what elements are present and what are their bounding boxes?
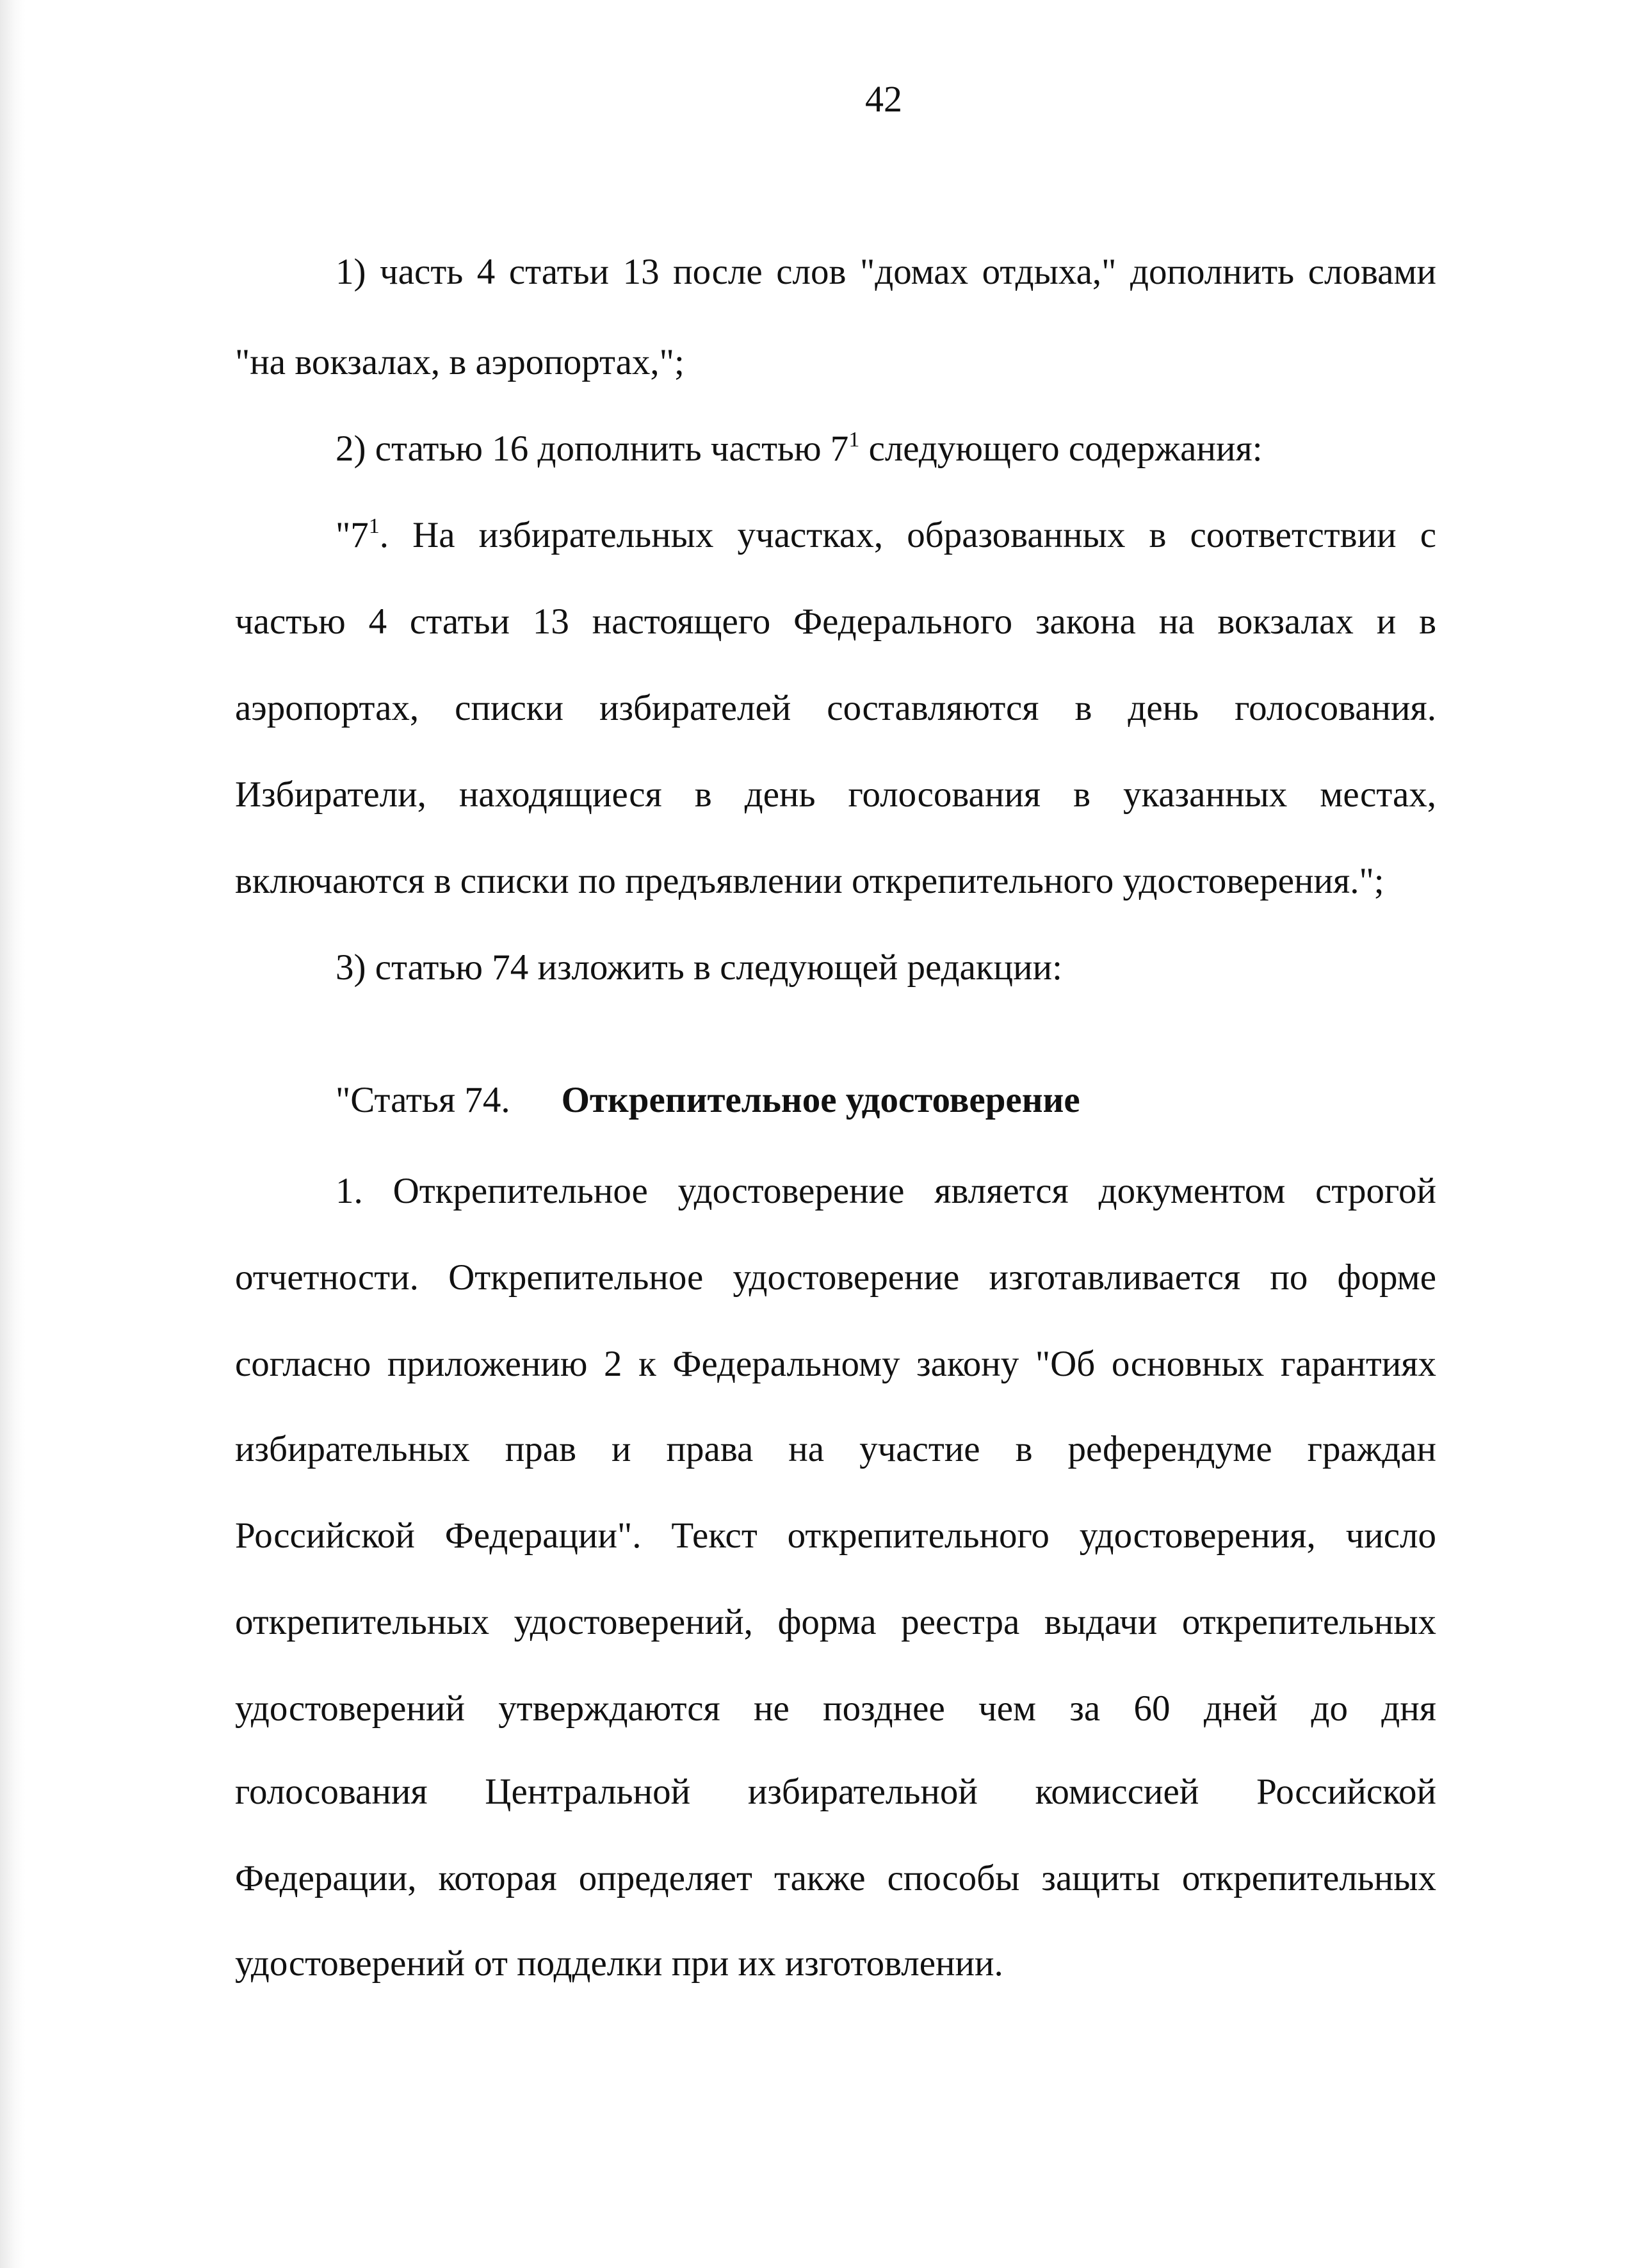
line-text: Федерации, которая определяет также способы защиты открепительных <box>235 1858 1436 1898</box>
text-line <box>235 1513 1436 1558</box>
line-text: включаются в списки по предъявлении открепительного удостоверения."; <box>235 861 1384 901</box>
text-line <box>235 1255 1436 1300</box>
text-line <box>235 1686 1436 1731</box>
line-text: 3) статью 74 изложить в следующей редакции: <box>336 947 1062 988</box>
text-line <box>336 945 1436 990</box>
text-line <box>235 600 1436 644</box>
line-text: открепительных удостоверений, форма реестра выдачи открепительных <box>235 1602 1436 1642</box>
line-text: Российской Федерации". Текст открепительного удостоверения, число <box>235 1515 1436 1556</box>
line-text: 1. Открепительное удостоверение является документом строгой <box>336 1171 1436 1211</box>
text-line <box>235 686 1436 731</box>
superscript: 1 <box>848 428 860 452</box>
line-text: голосования Центральной избирательной комиссией Российской <box>235 1772 1436 1812</box>
scan-edge-shadow <box>0 0 26 2268</box>
line-text: "на вокзалах, в аэропортах,"; <box>235 342 685 382</box>
text-line <box>235 772 1436 817</box>
line-text: "Статья 74. <box>336 1080 510 1120</box>
line-text: "7 <box>336 515 369 555</box>
line-text-continued: . На избирательных участках, образованных в соответствии с <box>379 515 1436 555</box>
text-line <box>235 1427 1436 1472</box>
line-text-continued: следующего содержания: <box>859 428 1263 469</box>
line-text: 2) статью 16 дополнить частью 7 <box>336 428 849 469</box>
text-line <box>235 1770 1436 1815</box>
line-text: удостоверений утверждаются не позднее чем за 60 дней до дня <box>235 1688 1436 1729</box>
line-text: отчетности. Открепительное удостоверение изготавливается по форме <box>235 1257 1436 1298</box>
text-line <box>336 1169 1436 1214</box>
text-line <box>235 1342 1436 1387</box>
text-line <box>235 1941 1436 1986</box>
text-line <box>235 1600 1436 1645</box>
text-line <box>336 513 1436 558</box>
line-text: частью 4 статьи 13 настоящего Федерального закона на вокзалах и в <box>235 601 1436 642</box>
superscript: 1 <box>368 514 380 538</box>
line-text: 1) часть 4 статьи 13 после слов "домах отдыха," дополнить словами <box>336 252 1436 292</box>
article-title: Открепительное удостоверение <box>561 1080 1080 1120</box>
line-text: Избиратели, находящиеся в день голосования в указанных местах, <box>235 774 1436 815</box>
line-text: избирательных прав и права на участие в референдуме граждан <box>235 1429 1436 1469</box>
text-line <box>235 859 1436 904</box>
line-text: аэропортах, списки избирателей составляются в день голосования. <box>235 688 1436 728</box>
article-heading <box>336 1078 1436 1123</box>
text-line <box>235 1856 1436 1901</box>
text-line <box>336 427 1436 471</box>
page-number: 42 <box>865 78 902 120</box>
text-line <box>336 250 1436 295</box>
text-line <box>235 340 1436 385</box>
line-text: удостоверений от подделки при их изготовлении. <box>235 1943 1003 1984</box>
line-text: согласно приложению 2 к Федеральному закону "Об основных гарантиях <box>235 1344 1436 1384</box>
